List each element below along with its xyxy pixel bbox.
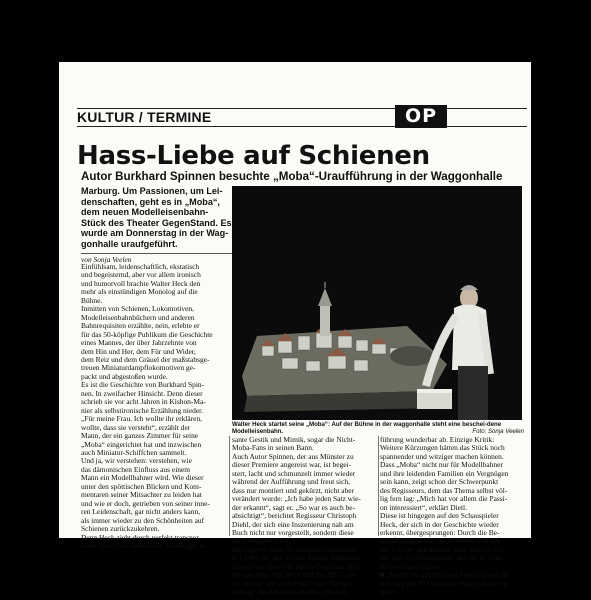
text-line: Privatfundus von Heck und die ZP9-Lam- — [232, 570, 358, 580]
text-line: Dass „Moba“ nicht nur für Modellbahner — [380, 460, 503, 470]
text-line: dieser Premiere angereist war, ist begei- — [232, 460, 352, 470]
text-line: Es ist die Geschichte von Burkhard Spin- — [81, 380, 205, 390]
text-line: führung wunderbar ab. Einzige Kritik: — [380, 435, 495, 444]
text-line: und humorvoll brachte Walter Heck den — [81, 278, 201, 288]
text-line: Auch Autor Spinnen, der aus Münster zu — [232, 451, 354, 461]
newspaper-clipping — [59, 62, 531, 597]
text-line: während der Aufführung und freut sich, — [232, 477, 351, 487]
text-line: für das 50-köpfige Publikum die Geschichte — [81, 329, 213, 339]
text-line: Mann, der ein ganzes Zimmer für seine — [81, 431, 199, 441]
text-line: Und ja, wir verstehen: verstehen, wie — [81, 456, 192, 466]
section-header-bar — [77, 108, 527, 127]
text-line: Modelleisenbahnbüchern und anderen — [81, 312, 195, 322]
text-line: und ihre leidenden Familien ein Vergnügen — [380, 468, 509, 478]
text-line: lig fern lag: „Mich hat vor allem die Passi- — [380, 494, 508, 504]
text-line: Denn Heck zieht durch perfekt transpor- — [81, 532, 202, 542]
text-line: pe, mit der ein „Schaffner“ den „Abfahrt- — [232, 578, 356, 588]
text-line: Bühne. — [81, 295, 103, 305]
text-line: dem Hin und Her, dem Für und Wider, — [81, 346, 196, 356]
text-line: Sonntag um 20 Uhr in der Waggonhalle zu — [380, 578, 508, 588]
caption-text: Walter Heck startet seine „Moba“: Auf der Bühne in der waggonhalle steht eine beschei-dene Modelleisenbahn. — [232, 421, 502, 436]
text-line: Mann ein Modellbahner wird. Wie dieser — [81, 473, 204, 483]
text-line: und begeisternd, aber vor allem ironisch — [81, 270, 201, 280]
op-logo: OP — [395, 105, 447, 128]
text-line: die Schiene gekommen, habe endlich wie- — [380, 544, 506, 554]
text-line: ■ „Moba“ ist am heutigen Samstag und am — [380, 570, 509, 580]
text-line: wollte, dass sie versteht“, erzählt der — [81, 422, 191, 432]
teaser-line: gonhalle uraufgeführt. — [81, 238, 178, 249]
text-line: dass nur montiert und gekürzt, nicht aber — [232, 485, 355, 495]
text-line: „Moba“ eingerichtet hat und inzwischen — [81, 439, 202, 449]
teaser-line: wurde am Donnerstag in der Wag- — [81, 228, 229, 239]
text-line: mehr als einstündigen Monolog auf die — [81, 287, 198, 297]
text-line: spannender und witziger machen können. — [380, 451, 504, 461]
article-headline: Hass-Liebe auf Schienen — [77, 141, 430, 171]
text-line: auftrag“ für das Stück erteilte, die Auf- — [232, 587, 349, 597]
text-line: Weitere Kürzungen hätten das Stück noch — [380, 443, 505, 453]
text-line: unter den spöttischen Blicken und Kom- — [81, 481, 202, 491]
text-line: auch umgesetzt hat. — [232, 536, 291, 546]
text-line: treuen Miniaturdampflokomotiven ge- — [81, 363, 196, 373]
text-line: eines Mannes, der über Jahrzehnte von — [81, 338, 197, 348]
text-line: auch Miniatur-Schiffchen sammelt. — [81, 447, 187, 457]
text-line: absichtigt“, berichtet Regisseur Christoph — [232, 511, 357, 521]
text-line: Diese ist hingegen auf den Schauspieler — [380, 511, 499, 521]
model-railway-photo-illustration — [232, 186, 522, 420]
article-column-2 — [232, 436, 377, 597]
teaser-line: Stück des Theater GegenStand. Es — [81, 217, 232, 228]
text-line: packt und abgestoßen wurde. — [81, 371, 168, 381]
text-line: dialoge aus dem Off, Moba-Fotos aus dem — [232, 561, 359, 571]
column-divider — [378, 436, 379, 536]
teaser-line: dem neuen Modelleisenbahn- — [81, 207, 209, 218]
text-line: „Für meine Frau. Ich wollte ihr erklären, — [81, 414, 203, 424]
text-line: und wie er doch, getrieben von seiner inne- — [81, 498, 210, 508]
text-line: als immer wieder zu den Schönheiten auf — [81, 515, 205, 525]
text-line: sehen. — [380, 587, 399, 597]
text-line: nen. In zweifacher Hinsicht. Denn dieser — [81, 388, 203, 398]
teaser-line: denschaften, geht es in „Moba“, — [81, 196, 220, 207]
text-line: das dämonischen Einfluss aus einem — [81, 464, 191, 474]
text-line: der erkannt“, sagt er. „So war es auch be- — [232, 502, 356, 512]
article-photo — [232, 186, 522, 420]
text-line: der eine Eisenbahnplatte, auf der er Züge — [380, 553, 503, 563]
text-line: te Lieder aus den 1950er Jahren, Dämonen- — [232, 553, 362, 563]
text-line: mentaren seiner Mitsachter zu leiden hat — [81, 490, 202, 500]
text-line: Mit eigener Note: So rundeten eingespiel- — [232, 544, 357, 554]
text-line: Buch nicht nur vorgestellt, sondern diese — [232, 527, 354, 537]
teaser-line: Marburg. Um Passionen, um Lei- — [81, 186, 223, 196]
text-line: tierte sprachlich ästhetische Monologe, ra- — [81, 540, 208, 550]
text-line: sante Gestik und Mimik, sogar die Nicht- — [232, 435, 356, 444]
text-line: erkennt, übergesprungen: Durch die Be- — [380, 527, 500, 537]
text-line: dem Reiz und dem Gräuel der maßstabsge- — [81, 354, 210, 364]
text-line: Einfühlsam, leidenschaftlich, ekstatisch — [81, 262, 200, 271]
article-column-1 — [81, 263, 227, 550]
text-line: verändert wurde: „Ich habe jeden Satz wie- — [232, 494, 361, 504]
text-line: Diehl, der sich eine Inszenierung nah am — [232, 519, 354, 529]
column-divider — [229, 436, 230, 536]
text-line: schrieb sie vor acht Jahren in Kishon-Ma- — [81, 397, 206, 407]
photo-caption — [232, 421, 524, 436]
text-line: Heck, der sich in der Geschichte wieder — [380, 519, 499, 529]
byline: von Sonja Veelen — [81, 253, 264, 264]
text-line: ren Leidenschaft, gar nicht anders kann, — [81, 507, 201, 517]
text-line: Schienen zurückzukehren. — [81, 524, 160, 534]
text-line: on interessiert“, erklärt Dietl. — [380, 502, 467, 512]
text-line: fahren lassen könne. — [380, 561, 441, 571]
text-line: nier als selbstironische Erzählung nieder. — [81, 405, 204, 415]
text-line: stert, lacht und schmunzelt immer wieder — [232, 468, 356, 478]
text-line: sein kann, zeigt schon der Schwerpunkt — [380, 477, 499, 487]
text-line: schäftigung damit, sei er wieder voll auf — [380, 536, 500, 546]
text-line: Moba-Fans in seinen Bann. — [232, 443, 314, 453]
article-subheadline: Autor Burkhard Spinnen besuchte „Moba“-Uraufführung in der Waggonhalle — [81, 170, 503, 183]
section-title: KULTUR / TERMINE — [77, 109, 212, 125]
text-line: Inmitten von Schienen, Lokomotiven, — [81, 304, 194, 314]
article-column-3 — [380, 436, 524, 597]
text-line: des Regisseurs, dem das Thema selbst völ- — [380, 485, 508, 495]
text-line: Bahnrequisiten erzählte, nein, erlebte er — [81, 321, 200, 331]
photo-credit: Foto: Sonja Veelen — [472, 428, 524, 435]
